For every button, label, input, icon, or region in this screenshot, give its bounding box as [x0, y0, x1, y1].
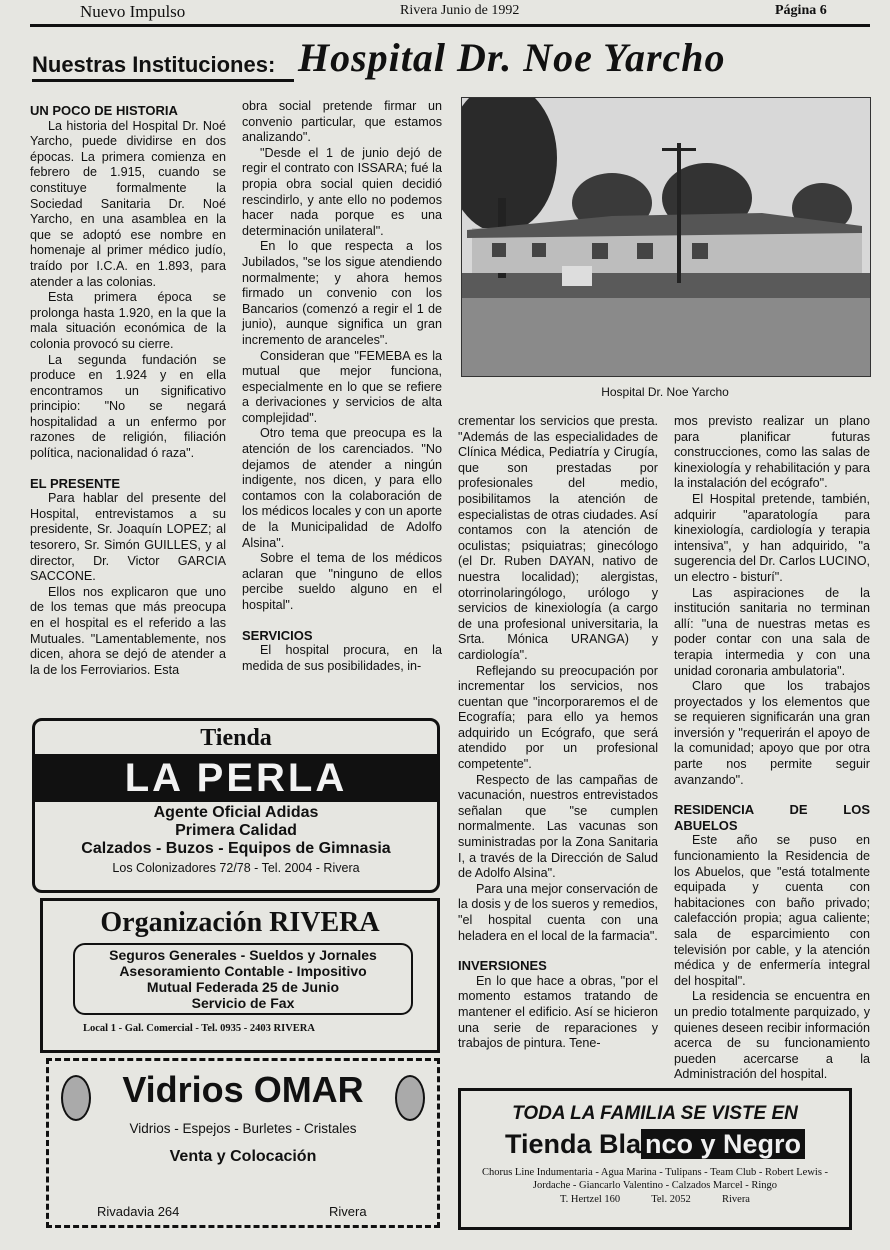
- paragraph: El Hospital pretende, también, adquirir "aparatología para kinexiología, cardiología y terapia intensiva", y han adquirido, "a sugerencia del Dr. Carlos LUCINO, un electro - bisturí".: [674, 491, 870, 584]
- paragraph: En lo que respecta a los Jubilados, "se los sigue atendiendo normalmente; y ahora hemos firmado un convenio con los Bancarios (comenzó a regir el 1 de junio), aunque significa un gran incremento de aranceles".: [242, 239, 442, 347]
- column-4: [674, 414, 870, 1083]
- publication-name: Nuevo Impulso: [80, 2, 186, 21]
- hospital-photo: [461, 97, 871, 377]
- heading-presente: EL PRESENTE: [30, 475, 121, 491]
- paragraph: obra social pretende firmar un convenio particular, que estamos analizando".: [242, 99, 442, 145]
- ad-rivera-line1: Seguros Generales - Sueldos y Jornales: [109, 947, 377, 963]
- ad-vidrios-omar: [46, 1058, 440, 1228]
- ad-la-perla: [32, 718, 440, 893]
- ad-blanco-y-negro: [458, 1088, 852, 1230]
- paragraph: Sobre el tema de los médicos aclaran que "ninguno de ellos percibe sueldo alguno en el hospital".: [242, 551, 442, 612]
- ad-omar-left-oval: [61, 1075, 91, 1121]
- heading-servicios: SERVICIOS: [242, 627, 313, 643]
- ad-blanco-city: Rivera: [721, 1194, 750, 1205]
- ad-blanco-brands: Chorus Line Indumentaria - Agua Marina - Tulipans - Team Club - Robert Lewis - Jordache - Giancarlo Valentino - Calzados Marcel - Ringo: [481, 1167, 829, 1191]
- paragraph: mos previsto realizar un plano para planificar futuras construcciones, como las salas de kinexiología y rehabilitación y para la instalación del ecógrafo".: [674, 414, 870, 491]
- ad-omar-city: Rivera: [329, 1204, 367, 1219]
- paragraph: Para una mejor conservación de la dosis y de los sueros y remedios, "el hospital cuenta con una heladera en el local de la farmacia".: [458, 881, 658, 943]
- ad-perla-address: Los Colonizadores 72/78 - Tel. 2004 - Rivera: [112, 861, 360, 875]
- ad-blanco-name: [461, 1129, 849, 1160]
- ad-blanco-name-light: Tienda Bla: [504, 1129, 641, 1159]
- paragraph: El hospital procura, en la medida de sus posibilidades, in-: [242, 643, 442, 673]
- ad-rivera-line4: Servicio de Fax: [191, 995, 295, 1011]
- ad-organizacion-rivera: [40, 898, 440, 1053]
- ad-rivera-box: [73, 943, 413, 1015]
- ad-blanco-tel: Tel. 2052: [651, 1194, 691, 1205]
- photo-caption: Hospital Dr. Noe Yarcho: [601, 385, 729, 399]
- paragraph: crementar los servicios que presta. "Además de las especialidades de Clínica Médica, Pediatría y Cirugía, que son prestadas por profesionales del medio, posibilitamos la atención de especialistas de otras ciudades. Así contamos con la atención de oculistas; psiquiatras; ginecólogo (el Dr. Ruben DAYAN, nativo de nuestra localidad); alergistas, otorrinolaringólogo, urólogo y servicios de kinexiología (a cargo de una profesional universitaria, la Srta. Mónica URANGA) y cardiología".: [458, 414, 658, 662]
- heading-inversiones: INVERSIONES: [458, 958, 547, 974]
- ad-blanco-address: T. Hertzel 160: [560, 1194, 621, 1205]
- article-title: Hospital Dr. Noe Yarcho: [298, 35, 726, 80]
- ad-omar-address: Rivadavia 264: [97, 1204, 180, 1219]
- paragraph: Respecto de las campañas de vacunación, nuestros entrevistados señalan que "se cumplen normalmente. Las vacunas son suministradas por la Zona Sanitaria I, a través de la Dirección de Salud de Adolfo Alsina".: [458, 772, 658, 881]
- paragraph: Esta primera época se prolonga hasta 1.920, en la que la mala situación económica de la colonia provocó su cierre.: [30, 290, 226, 351]
- ad-omar-name: Vidrios OMAR: [122, 1069, 364, 1110]
- ad-rivera-line3: Mutual Federada 25 de Junio: [146, 979, 340, 995]
- ad-perla-line3: Calzados - Buzos - Equipos de Gimnasia: [81, 840, 391, 857]
- paragraph: Ellos nos explicaron que uno de los temas que más preocupa en el hospital es el referido a las Mutuales. "Lamentablemente, nos dicen, ahora se dejó de atender a la de los Ferroviarios. Esta: [30, 584, 226, 677]
- column-2: [242, 99, 442, 674]
- paragraph: Otro tema que preocupa es la atención de los carenciados. "No dejamos de atender a ningún indigente, nos dicen, y para ello contamos con la colaboración de los médicos locales y con un aporte de la Municipalidad de Adolfo Alsina".: [242, 426, 442, 550]
- ad-rivera-address: Local 1 - Gal. Comercial - Tel. 0935 - 2403 RIVERA: [83, 1023, 315, 1034]
- page-number: Página 6: [775, 3, 827, 18]
- paragraph: Para hablar del presente del Hospital, entrevistamos a su presidente, Sr. Joaquín LOPEZ; al tesorero, Sr. Simón GUILLES, y al director, Dr. Victor GARCIA SACCONE.: [30, 491, 226, 584]
- ad-perla-top: Tienda: [200, 725, 272, 751]
- paragraph: Claro que los trabajos proyectados y los elementos que se requieren significarán una gran inversión y "requerirán el apoyo de la comunidad; apoyo que por otra parte nos permite seguir avanzando".: [674, 679, 870, 787]
- ad-perla-name: LA PERLA: [35, 754, 437, 802]
- ad-rivera-line2: Asesoramiento Contable - Impositivo: [119, 963, 367, 979]
- paragraph: La historia del Hospital Dr. Noé Yarcho, puede dividirse en dos épocas. La primera comienza en febrero de 1.915, cuando se constituye formalmente la Sociedad Sanitaria Dr. Noé Yarcho, en una asamblea en la que se adoptó ese nombre en homenaje al primer médico judío, traído por I.C.A. en 1.893, para atender a las colonias.: [30, 118, 226, 289]
- paragraph: Reflejando su preocupación por incrementar los servicios, nos cuentan que "incorporaremos el de Ecografía; para ello ya hemos adquirido un Ecógrafo, que será atendido por un profesional competente".: [458, 663, 658, 772]
- paragraph: Este año se puso en funcionamiento la Residencia de los Abuelos, que "está totalmente equipada y cuenta con habitaciones con baño privado; calefacción propia; agua caliente; sala de esparcimiento con televisión por cable, y la atención médica y de enfermería integral del hospital".: [674, 833, 870, 988]
- paragraph: La segunda fundación se produce en 1.924 y en ella encontramos un significativo principio: "No se negará hospitalidad a un enfermo por razones de religión, filiación política, nacionalidad ó raza".: [30, 352, 226, 461]
- paragraph: La residencia se encuentra en un predio totalmente parquizado, y quienes deseen recibir información acerca de su funcionamiento pueden acercarse a la Administración del hospital.: [674, 989, 870, 1082]
- section-underline: [32, 79, 294, 82]
- column-1: [30, 99, 226, 678]
- ad-perla-line1: Agente Oficial Adidas: [153, 804, 319, 821]
- issue-date: Rivera Junio de 1992: [400, 3, 520, 18]
- ad-omar-right-oval: [395, 1075, 425, 1121]
- heading-residencia: RESIDENCIA DE LOS ABUELOS: [674, 802, 870, 833]
- ad-perla-line2: Primera Calidad: [175, 822, 297, 839]
- ad-rivera-name: Organización RIVERA: [100, 907, 380, 938]
- ad-omar-line2: Venta y Colocación: [169, 1148, 317, 1165]
- paragraph: "Desde el 1 de junio dejó de regir el contrato con ISSARA; fué la propia obra social quien decidió rescindirlo, y ante ello no podemos hacer nada porque es una determinación unilateral".: [242, 145, 442, 238]
- paragraph: Las aspiraciones de la institución sanitaria no terminan allí: "una de nuestras metas es poder contar con una sala de terapia intermedia y con una unidad coronaria ambulatoria".: [674, 585, 870, 678]
- ad-omar-line1: Vidrios - Espejos - Burletes - Cristales: [129, 1121, 357, 1136]
- column-3: [458, 414, 658, 1052]
- ad-blanco-footer: [461, 1194, 849, 1205]
- heading-historia: UN POCO DE HISTORIA: [30, 103, 178, 118]
- ad-blanco-line1: TODA LA FAMILIA SE VISTE EN: [512, 1103, 798, 1124]
- header-rule: [30, 24, 870, 27]
- paragraph: Consideran que "FEMEBA es la mutual que mejor funciona, especialmente en lo que se refiere a derivaciones y servicios de alta complejidad".: [242, 348, 442, 425]
- section-title: Nuestras Instituciones:: [32, 52, 276, 77]
- ad-blanco-name-dark: nco y Negro: [641, 1129, 805, 1159]
- paragraph: En lo que hace a obras, "por el momento estamos tratando de mantener el edificio. Así se hicieron una serie de reparaciones y trabajos de pintura. Tene-: [458, 973, 658, 1051]
